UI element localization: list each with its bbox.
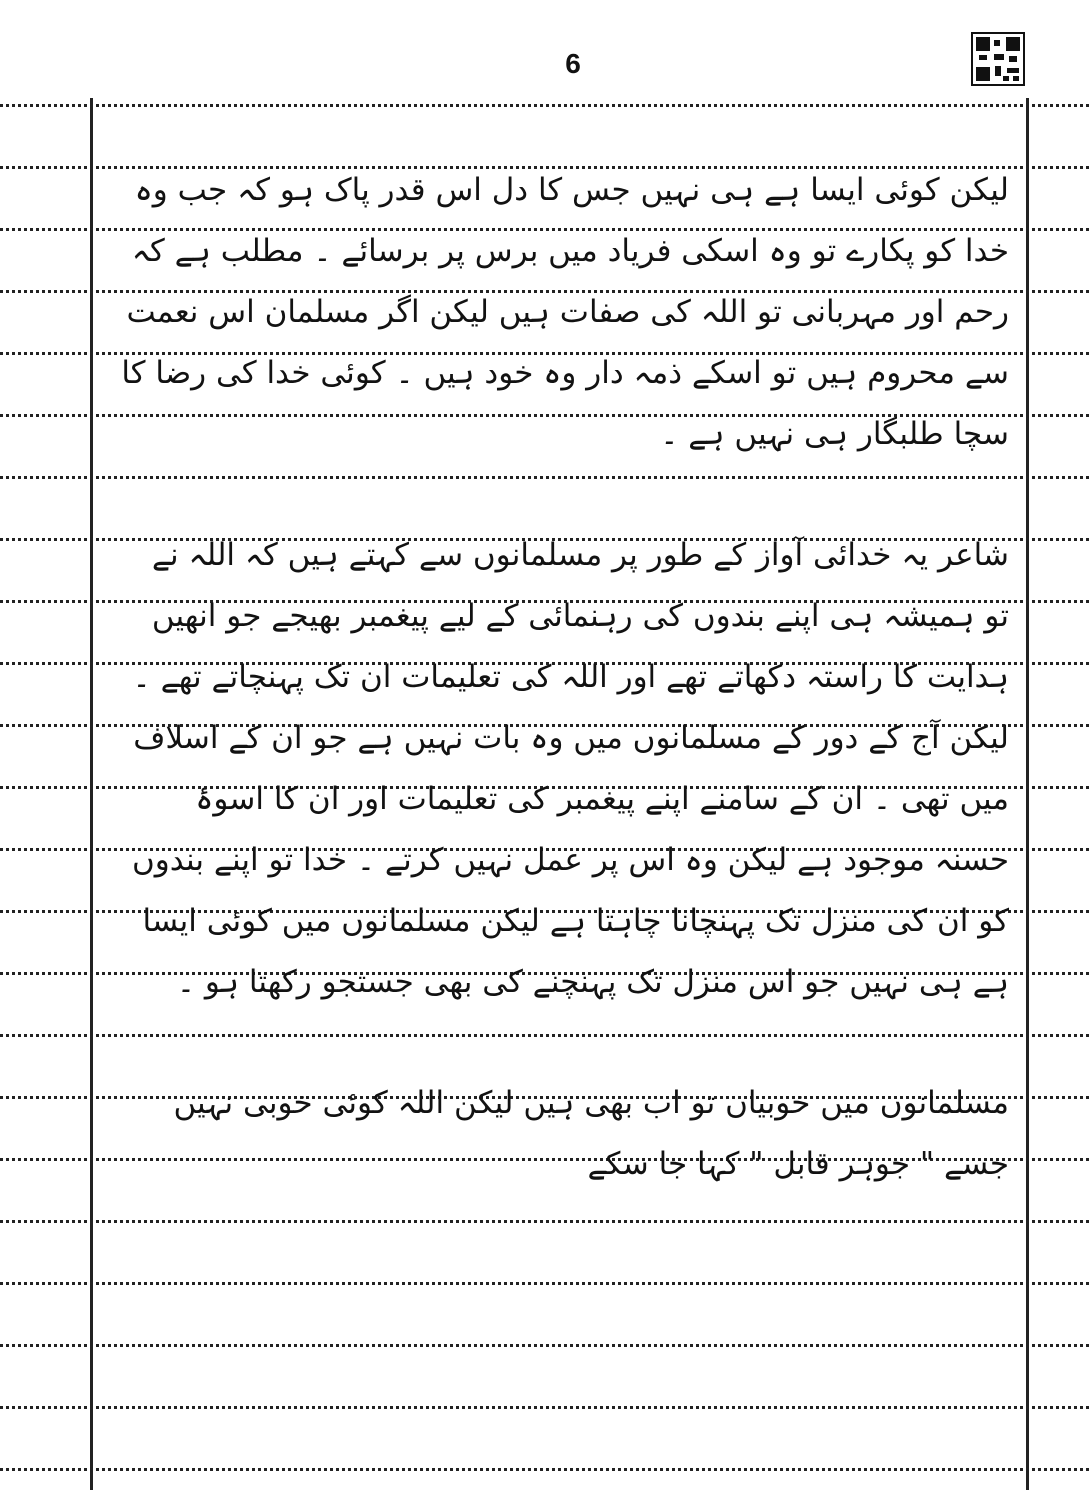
ruled-line xyxy=(0,1344,1089,1347)
page-number: 6 xyxy=(565,48,581,79)
qr-code-icon xyxy=(971,32,1025,86)
ruled-line xyxy=(0,1406,1089,1409)
ruled-line xyxy=(0,104,1089,107)
handwritten-text xyxy=(100,160,1029,1255)
ruled-line xyxy=(0,1282,1089,1285)
paragraph-2: شاعر یہ خدائی آواز کے طور پر مسلمانوں سے کہتے ہیں کہ اللہ نے تو ہمیشہ ہی اپنے بندوں کی رہنمائی کے لیے پیغمبر بھیجے جو انھیں ہدایت کا راستہ دکھاتے تھے اور اللہ کی تعلیمات ان تک پہنچاتے تھے ۔ لیکن آج کے دور کے مسلمانوں میں وہ بات نہیں ہے جو ان کے اسلاف میں تھی ۔ ان کے سامنے اپنے پیغمبر کی تعلیمات اور ان کا اسوۂ حسنہ موجود ہے لیکن وہ اس پر عمل نہیں کرتے ۔ خدا تو اپنے بندوں کو ان کی منزل تک پہنچانا چاہتا ہے لیکن مسلمانوں میں کوئی ایسا ہے ہی نہیں جو اس منزل تک پہنچنے کی بھی جستجو رکھتا ہو ۔ xyxy=(132,537,1009,1000)
left-margin-line xyxy=(90,98,93,1490)
paragraph-3: مسلمانوں میں خوبیاں تو اب بھی ہیں لیکن اللہ کوئی خوبی نہیں جسے " جوہر قابل " کہا جا سکے xyxy=(173,1085,1009,1182)
paragraph-1: لیکن کوئی ایسا ہے ہی نہیں جس کا دل اس قدر پاک ہو کہ جب وہ خدا کو پکارے تو وہ اسکی فریاد میں برس پر برسائے ۔ مطلب ہے کہ رحم اور مہربانی تو اللہ کی صفات ہیں لیکن اگر مسلمان اس نعمت سے محروم ہیں تو اسکے ذمہ دار وہ خود ہیں ۔ کوئی خدا کی رضا کا سچا طلبگار ہی نہیں ہے ۔ xyxy=(121,172,1009,452)
ruled-line xyxy=(0,1468,1089,1471)
